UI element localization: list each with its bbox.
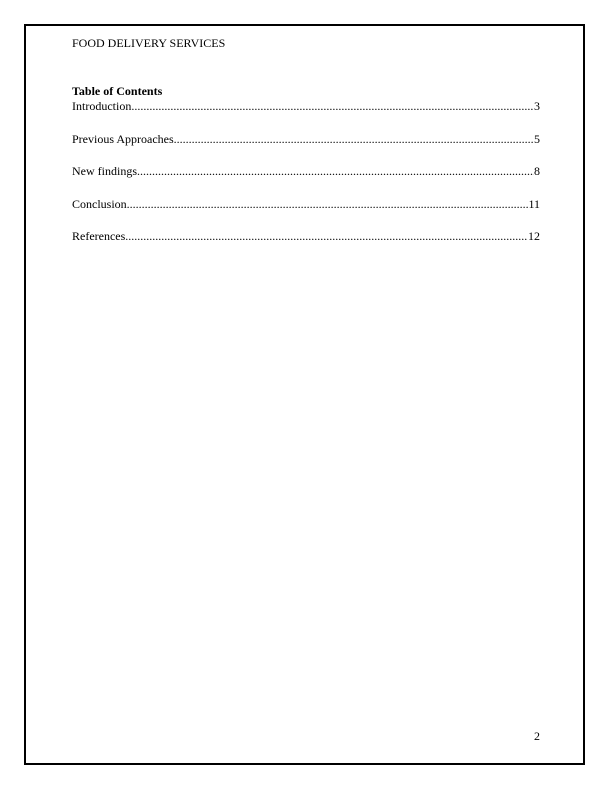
toc-entry-page: 5 (534, 131, 540, 146)
toc-dot-leader (127, 197, 529, 211)
toc-entry-title: References (72, 229, 126, 243)
toc-entry-new-findings[interactable] (72, 164, 540, 178)
toc-entry-title: Previous Approaches (72, 131, 174, 146)
toc-entry-conclusion[interactable] (72, 197, 540, 211)
running-head: FOOD DELIVERY SERVICES (72, 36, 226, 50)
toc-dot-leader (131, 99, 534, 113)
toc-dot-leader (137, 164, 534, 178)
table-of-contents (72, 99, 540, 262)
page-number: 2 (534, 729, 540, 743)
toc-entry-page: 11 (528, 196, 540, 211)
toc-entry-page: 8 (534, 164, 540, 178)
toc-entry-introduction[interactable] (72, 99, 540, 113)
toc-entry-references[interactable] (72, 229, 540, 243)
toc-dot-leader (174, 132, 534, 146)
toc-entry-previous-approaches[interactable] (72, 132, 540, 146)
toc-entry-page: 3 (534, 99, 540, 113)
toc-heading: Table of Contents (72, 84, 163, 98)
toc-entry-page: 12 (528, 229, 540, 243)
toc-dot-leader (125, 229, 528, 243)
toc-entry-title: Introduction (72, 99, 132, 113)
toc-entry-title: New findings (72, 164, 137, 178)
toc-entry-title: Conclusion (72, 196, 127, 211)
